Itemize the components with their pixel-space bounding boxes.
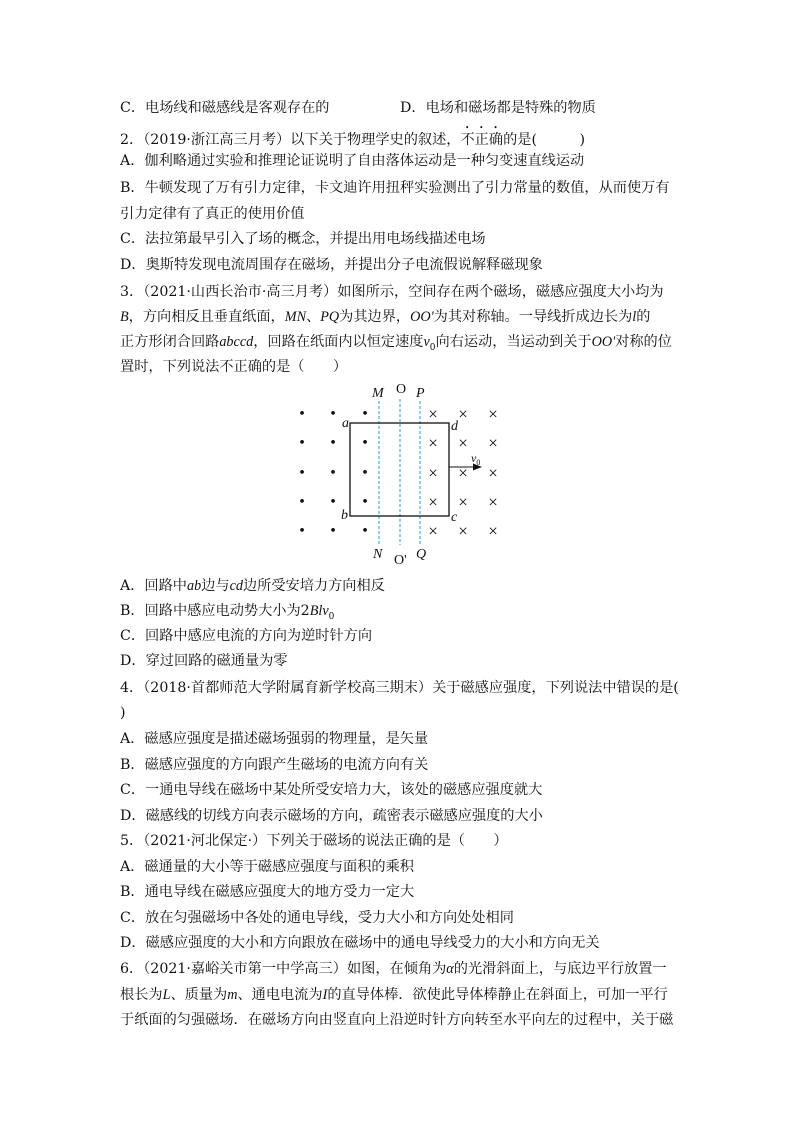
q4-option-d: D．磁感线的切线方向表示磁场的方向，疏密表示磁感应强度的大小 [120,808,543,824]
q3-option-c: C．回路中感应电流的方向为逆时针方向 [120,628,373,644]
label-M: M [372,386,384,401]
label-a: a [342,416,349,431]
label-b: b [341,508,348,523]
q2-stem: 2．（2019·浙江高三月考）以下关于物理学史的叙述，不正确的是( ) [120,132,586,148]
q6-stem-line3: 于纸面的匀强磁场．在磁场方向由竖直向上沿逆时针方向转至水平向左的过程中，关于磁 [120,1012,674,1028]
q4-option-a: A．磁感应强度是描述磁场强弱的物理量，是矢量 [120,731,429,747]
q2-option-a: A．伽利略通过实验和推理论证说明了自由落体运动是一种匀变速直线运动 [120,153,585,169]
field-dot: • [330,405,336,423]
q3-option-b: B．回路中感应电动势大小为2Blv$_0$ [120,603,335,622]
field-cross: × [458,433,468,453]
field-cross: × [458,404,468,424]
option-d: D．电场和磁场都是特殊的物质 [400,100,596,116]
q5-option-a: A．磁通量的大小等于磁感应强度与面积的乘积 [120,859,414,875]
field-dot: • [330,522,336,540]
label-d: d [451,419,458,434]
field-cross: × [458,463,468,483]
field-dot: • [330,493,336,511]
label-Q: Q [416,547,427,562]
q4-stem-cont: ) [120,705,126,721]
q4-option-b: B．磁感应强度的方向跟产生磁场的电流方向有关 [120,757,429,773]
field-cross: × [458,521,468,541]
field-dot: • [362,405,368,423]
q5-option-b: B．通电导线在磁感应强度大的地方受力一定大 [120,884,415,900]
q2-option-c: C．法拉第最早引入了场的概念，并提出用电场线描述电场 [120,231,486,247]
field-dots [299,406,368,540]
q2-option-d: D．奥斯特发现电流周围存在磁场，并提出分子电流假说解释磁现象 [120,257,543,273]
field-cross: × [458,492,468,512]
field-dot: • [362,493,368,511]
q5-option-c: C．放在匀强磁场中各处的通电导线，受力大小和方向处处相同 [120,910,514,926]
magnetic-field-figure [290,375,510,570]
field-dot: • [299,493,305,511]
label-v0: $v_0$ [471,451,481,467]
field-cross: × [488,463,498,483]
field-cross: × [488,404,498,424]
field-cross: × [428,492,438,512]
field-cross: × [428,463,438,483]
field-cross: × [488,433,498,453]
q4-stem: 4．（2018·首都师范大学附属育新学校高三期末）关于磁感应强度，下列说法中错误的是( [120,680,679,696]
label-P: P [416,386,425,401]
q2-option-b-cont: 引力定律有了真正的使用价值 [120,206,305,222]
field-cross: × [428,521,438,541]
field-dot: • [330,464,336,482]
q4-option-c: C．一通电导线在磁场中某处所受安培力大，该处的磁感应强度就大 [120,782,543,798]
field-dot: • [362,522,368,540]
label-O: O [396,382,407,397]
field-dot: • [362,434,368,452]
field-cross: × [488,492,498,512]
q6-stem-line1: 6．（2021·嘉峪关市第一中学高三）如图，在倾角为α的光滑斜面上，与底边平行放置一 [120,961,667,977]
q3-stem-line1: 3．（2021·山西长治市·高三月考）如图所示，空间存在两个磁场，磁感应强度大小均为 [120,284,664,300]
q3-stem-line2: B，方向相反且垂直纸面，MN、PQ为其边界，OO'为其对称轴。一导线折成边长为l的 [120,309,651,325]
q3-stem-line3: 正方形闭合回路abccd，回路在纸面内以恒定速度$v_0$向右运动，当运动到关于OO'对称的位 [120,334,672,353]
q2-option-b: B．牛顿发现了万有引力定律，卡文迪许用扭秤实验测出了引力常量的数值，从而使万有 [120,180,670,196]
field-crosses [428,405,498,541]
field-dot: • [299,522,305,540]
field-dot: • [299,464,305,482]
q5-stem: 5．（2021·河北保定·）下列关于磁场的说法正确的是（ ） [120,833,508,849]
field-dot: • [362,464,368,482]
field-dot: • [330,434,336,452]
q3-option-a: A．回路中ab边与cd边所受安培力方向相反 [120,578,385,594]
label-c: c [451,510,458,525]
field-cross: × [428,433,438,453]
q3-option-d: D．穿过回路的磁通量为零 [120,653,288,669]
option-c: C．电场线和磁感线是客观存在的 [120,100,330,116]
label-O-prime: O' [394,553,407,568]
field-cross: × [488,521,498,541]
field-dot: • [299,405,305,423]
field-cross: × [428,404,438,424]
q3-stem-line4: 置时，下列说法不正确的是（ ） [120,359,348,375]
q6-stem-line2: 根长为L、质量为m、通电电流为I的直导体棒．欲使此导体棒静止在斜面上，可加一平行 [120,987,668,1003]
q5-option-d: D．磁感应强度的大小和方向跟放在磁场中的通电导线受力的大小和方向无关 [120,935,600,951]
field-dot: • [299,434,305,452]
label-N: N [373,547,383,562]
